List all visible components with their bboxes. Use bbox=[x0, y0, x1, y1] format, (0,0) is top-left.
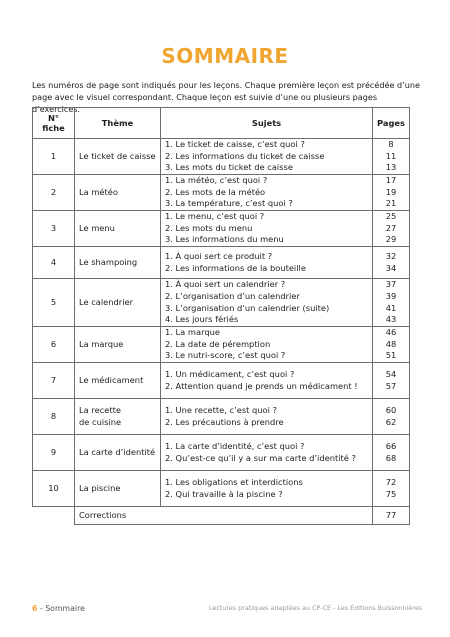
theme-cell: La marque bbox=[75, 327, 161, 363]
header-row bbox=[33, 108, 410, 139]
table-row bbox=[33, 247, 410, 279]
theme-cell: Le ticket de caisse bbox=[75, 139, 161, 175]
pages-cell bbox=[373, 399, 410, 435]
subject-line: 1. Le menu, c’est quoi ? bbox=[165, 211, 265, 222]
page-title: SOMMAIRE bbox=[161, 44, 289, 68]
subjects-cell bbox=[161, 327, 373, 363]
header-num: N° fiche bbox=[33, 108, 75, 139]
page-number: 25 bbox=[385, 211, 397, 222]
page-number: 41 bbox=[385, 302, 397, 313]
theme-cell: La recette de cuisine bbox=[75, 399, 161, 435]
pages-cell bbox=[373, 175, 410, 211]
fiche-number: 7 bbox=[33, 363, 75, 399]
subject-line: 1. La marque bbox=[165, 327, 220, 338]
subject-line: 2. Les mots de la météo bbox=[165, 186, 266, 197]
page-number: 46 bbox=[385, 327, 397, 338]
pages-cell bbox=[373, 327, 410, 363]
corrections-row bbox=[33, 507, 410, 525]
subjects-cell bbox=[161, 211, 373, 247]
subject-line: 1. Le ticket de caisse, c’est quoi ? bbox=[165, 139, 305, 150]
subject-line: 1. Les obligations et interdictions bbox=[165, 476, 303, 487]
footer-separator: - bbox=[37, 604, 46, 613]
intro-paragraph: Les numéros de page sont indiqués pour les leçons. Chaque première leçon est précédée d’une page avec le visuel correspondant. Chaque leçon est suivie d’une ou plusieurs pages d’exercices. bbox=[32, 80, 420, 114]
subject-line: 3. Le nutri-score, c’est quoi ? bbox=[165, 350, 286, 361]
page-number: 51 bbox=[385, 350, 397, 361]
page-number: 66 bbox=[385, 440, 397, 451]
page-number: 57 bbox=[385, 380, 397, 391]
fiche-number: 3 bbox=[33, 211, 75, 247]
subject-line: 2. Qui travaille à la piscine ? bbox=[165, 488, 283, 499]
subject-line: 1. La carte d’identité, c’est quoi ? bbox=[165, 440, 305, 451]
theme-cell: La piscine bbox=[75, 471, 161, 507]
subject-line: 2. Attention quand je prends un médicament ! bbox=[165, 380, 358, 391]
subject-line: 2. Les informations de la bouteille bbox=[165, 262, 306, 273]
theme-cell: Le shampoing bbox=[75, 247, 161, 279]
table-row bbox=[33, 279, 410, 327]
page-number: 17 bbox=[385, 175, 397, 186]
page-number: 54 bbox=[385, 368, 397, 379]
page-number: 72 bbox=[385, 476, 397, 487]
header-theme: Thème bbox=[75, 108, 161, 139]
header-pages: Pages bbox=[373, 108, 410, 139]
theme-cell: La carte d’identité bbox=[75, 435, 161, 471]
footer-page-number: 6 bbox=[32, 604, 38, 613]
subject-line: 3. La température, c’est quoi ? bbox=[165, 198, 293, 209]
subjects-cell bbox=[161, 399, 373, 435]
theme-cell: Le menu bbox=[75, 211, 161, 247]
subject-line: 2. Les informations du ticket de caisse bbox=[165, 150, 325, 161]
pages-cell bbox=[373, 363, 410, 399]
subject-line: 1. À quoi sert un calendrier ? bbox=[165, 279, 286, 290]
footer-left bbox=[32, 604, 85, 613]
page-number: 19 bbox=[385, 186, 397, 197]
subject-line: 3. L’organisation d’un calendrier (suite) bbox=[165, 302, 330, 313]
subjects-cell bbox=[161, 247, 373, 279]
page-number: 32 bbox=[385, 250, 397, 261]
theme-cell: La météo bbox=[75, 175, 161, 211]
theme-cell: Le médicament bbox=[75, 363, 161, 399]
fiche-number: 2 bbox=[33, 175, 75, 211]
empty-cell bbox=[33, 507, 75, 525]
table-row bbox=[33, 327, 410, 363]
page-number: 62 bbox=[385, 416, 397, 427]
fiche-number: 10 bbox=[33, 471, 75, 507]
pages-cell bbox=[373, 139, 410, 175]
subject-line: 1. Une recette, c’est quoi ? bbox=[165, 404, 277, 415]
pages-cell bbox=[373, 435, 410, 471]
pages-cell bbox=[373, 471, 410, 507]
fiche-number: 9 bbox=[33, 435, 75, 471]
page-number: 48 bbox=[385, 338, 397, 349]
subjects-cell bbox=[161, 139, 373, 175]
subject-line: 1. La météo, c’est quoi ? bbox=[165, 175, 268, 186]
subject-line: 2. Qu’est-ce qu’il y a sur ma carte d’identité ? bbox=[165, 452, 356, 463]
page-number: 27 bbox=[385, 222, 397, 233]
page-number: 21 bbox=[385, 198, 397, 209]
table-row bbox=[33, 363, 410, 399]
subject-line: 1. Un médicament, c’est quoi ? bbox=[165, 368, 295, 379]
subjects-cell bbox=[161, 363, 373, 399]
page-number: 37 bbox=[385, 279, 397, 290]
fiche-number: 5 bbox=[33, 279, 75, 327]
subjects-cell bbox=[161, 279, 373, 327]
page-number: 39 bbox=[385, 290, 397, 301]
page-number: 60 bbox=[385, 404, 397, 415]
page-number: 43 bbox=[385, 314, 397, 325]
fiche-number: 1 bbox=[33, 139, 75, 175]
subject-line: 1. À quoi sert ce produit ? bbox=[165, 250, 273, 261]
subject-line: 2. Les mots du menu bbox=[165, 222, 253, 233]
page-number: 68 bbox=[385, 452, 397, 463]
subjects-cell bbox=[161, 471, 373, 507]
subject-line: 3. Les informations du menu bbox=[165, 234, 284, 245]
subject-line: 2. Les précautions à prendre bbox=[165, 416, 284, 427]
subjects-cell bbox=[161, 435, 373, 471]
table-row bbox=[33, 471, 410, 507]
page-number: 13 bbox=[385, 162, 397, 173]
fiche-number: 8 bbox=[33, 399, 75, 435]
page-number: 11 bbox=[385, 150, 397, 161]
footer-publisher: Lectures pratiques adaptées au CP-CE - Les Éditions Buissonnières bbox=[208, 604, 422, 612]
header-subjects: Sujets bbox=[161, 108, 373, 139]
footer-section: Sommaire bbox=[45, 604, 85, 613]
fiche-number: 6 bbox=[33, 327, 75, 363]
subject-line: 2. L’organisation d’un calendrier bbox=[165, 290, 300, 301]
table-row bbox=[33, 399, 410, 435]
subject-line: 4. Les jours fériés bbox=[165, 314, 239, 325]
subject-line: 3. Les mots du ticket de caisse bbox=[165, 162, 293, 173]
footer bbox=[32, 604, 422, 613]
corrections-page: 77 bbox=[373, 507, 410, 525]
contents-table bbox=[32, 107, 410, 525]
subjects-cell bbox=[161, 175, 373, 211]
table-row bbox=[33, 211, 410, 247]
page-number: 75 bbox=[385, 488, 397, 499]
theme-cell: Le calendrier bbox=[75, 279, 161, 327]
page-number: 8 bbox=[388, 139, 394, 150]
page-number: 34 bbox=[385, 262, 397, 273]
pages-cell bbox=[373, 279, 410, 327]
table-row bbox=[33, 139, 410, 175]
pages-cell bbox=[373, 247, 410, 279]
pages-cell bbox=[373, 211, 410, 247]
corrections-label: Corrections bbox=[75, 507, 373, 525]
page-number: 29 bbox=[385, 234, 397, 245]
table-row bbox=[33, 175, 410, 211]
subject-line: 2. La date de péremption bbox=[165, 338, 271, 349]
table-row bbox=[33, 435, 410, 471]
fiche-number: 4 bbox=[33, 247, 75, 279]
